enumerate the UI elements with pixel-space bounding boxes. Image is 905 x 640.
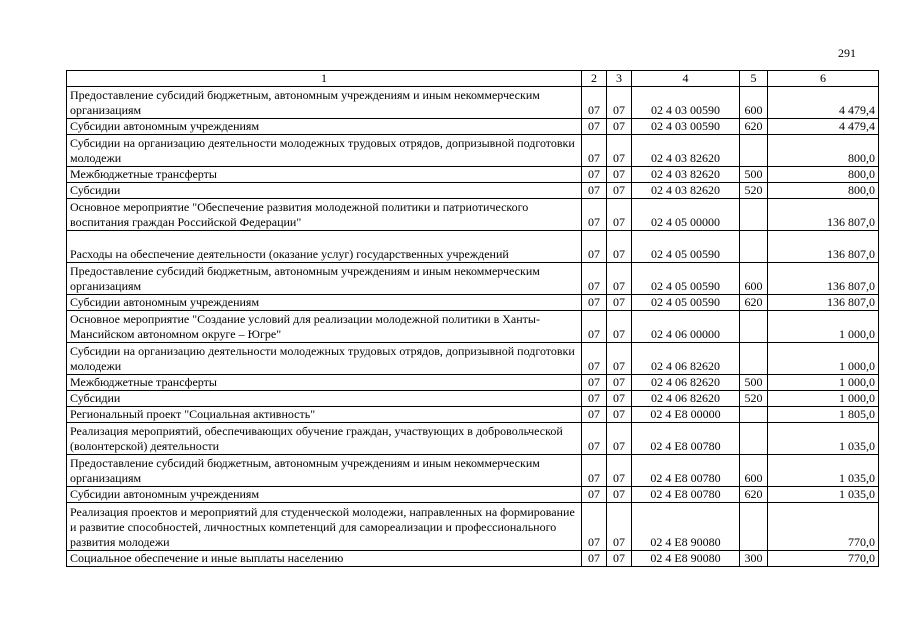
row-name-cell: Предоставление субсидий бюджетным, автономным учреждениям и иным некоммерческим организациям: [67, 455, 582, 487]
amount-cell: 136 807,0: [768, 231, 879, 263]
row-name-cell: Субсидии автономным учреждениям: [67, 295, 582, 311]
table-row: [67, 311, 879, 343]
target-code-cell: 02 4 03 00590: [632, 87, 740, 119]
row-name-cell: Субсидии автономным учреждениям: [67, 119, 582, 135]
row-name-cell: Межбюджетные трансферты: [67, 167, 582, 183]
amount-cell: 800,0: [768, 183, 879, 199]
subsection-cell: 07: [607, 263, 632, 295]
table-row: [67, 551, 879, 567]
target-code-cell: 02 4 05 00590: [632, 295, 740, 311]
table-row: [67, 119, 879, 135]
row-name-cell: Реализация проектов и мероприятий для студенческой молодежи, направленных на формирование и развитие способностей, личностных компетенций для самореализации и профессионального развития молодежи: [67, 503, 582, 551]
table-row: [67, 135, 879, 167]
expense-type-cell: 300: [740, 551, 768, 567]
target-code-cell: 02 4 05 00590: [632, 231, 740, 263]
subsection-cell: 07: [607, 455, 632, 487]
column-header: 2: [582, 71, 607, 87]
section-cell: 07: [582, 135, 607, 167]
target-code-cell: 02 4 06 82620: [632, 391, 740, 407]
subsection-cell: 07: [607, 231, 632, 263]
section-cell: 07: [582, 199, 607, 231]
section-cell: 07: [582, 455, 607, 487]
section-cell: 07: [582, 87, 607, 119]
row-name-cell: Предоставление субсидий бюджетным, автономным учреждениям и иным некоммерческим организациям: [67, 87, 582, 119]
expense-type-cell: 620: [740, 487, 768, 503]
target-code-cell: 02 4 05 00000: [632, 199, 740, 231]
section-cell: 07: [582, 167, 607, 183]
section-cell: 07: [582, 551, 607, 567]
row-name-cell: Региональный проект "Социальная активность": [67, 407, 582, 423]
section-cell: 07: [582, 391, 607, 407]
expense-type-cell: 600: [740, 87, 768, 119]
row-name-cell: Межбюджетные трансферты: [67, 375, 582, 391]
table-row: [67, 503, 879, 551]
amount-cell: 4 479,4: [768, 119, 879, 135]
amount-cell: 1 035,0: [768, 423, 879, 455]
amount-cell: 4 479,4: [768, 87, 879, 119]
target-code-cell: 02 4 E8 00780: [632, 455, 740, 487]
column-header: 5: [740, 71, 768, 87]
subsection-cell: 07: [607, 87, 632, 119]
expense-type-cell: [740, 135, 768, 167]
section-cell: 07: [582, 487, 607, 503]
subsection-cell: 07: [607, 407, 632, 423]
row-name-cell: Основное мероприятие "Создание условий для реализации молодежной политики в Ханты-Мансийском автономном округе – Югре": [67, 311, 582, 343]
expense-type-cell: [740, 407, 768, 423]
target-code-cell: 02 4 E8 90080: [632, 503, 740, 551]
section-cell: 07: [582, 183, 607, 199]
subsection-cell: 07: [607, 183, 632, 199]
subsection-cell: 07: [607, 119, 632, 135]
table-row: [67, 167, 879, 183]
page-number: 291: [838, 46, 856, 60]
target-code-cell: 02 4 06 00000: [632, 311, 740, 343]
section-cell: 07: [582, 119, 607, 135]
row-name-cell: Субсидии автономным учреждениям: [67, 487, 582, 503]
expense-type-cell: 500: [740, 375, 768, 391]
row-name-cell: Субсидии на организацию деятельности молодежных трудовых отрядов, допризывной подготовки молодежи: [67, 343, 582, 375]
amount-cell: 770,0: [768, 551, 879, 567]
target-code-cell: 02 4 06 82620: [632, 375, 740, 391]
table-row: [67, 183, 879, 199]
amount-cell: 136 807,0: [768, 295, 879, 311]
table-row: [67, 231, 879, 263]
row-name-cell: Основное мероприятие "Обеспечение развития молодежной политики и патриотического воспитания граждан Российской Федерации": [67, 199, 582, 231]
expense-type-cell: [740, 503, 768, 551]
table-row: [67, 487, 879, 503]
column-header: 6: [768, 71, 879, 87]
subsection-cell: 07: [607, 423, 632, 455]
table-row: [67, 263, 879, 295]
amount-cell: 1 805,0: [768, 407, 879, 423]
amount-cell: 136 807,0: [768, 263, 879, 295]
amount-cell: 800,0: [768, 167, 879, 183]
table-row: [67, 407, 879, 423]
subsection-cell: 07: [607, 295, 632, 311]
amount-cell: 1 000,0: [768, 375, 879, 391]
row-name-cell: Предоставление субсидий бюджетным, автономным учреждениям и иным некоммерческим организациям: [67, 263, 582, 295]
row-name-cell: Субсидии: [67, 391, 582, 407]
expense-type-cell: [740, 311, 768, 343]
column-header: 1: [67, 71, 582, 87]
target-code-cell: 02 4 E8 00780: [632, 423, 740, 455]
section-cell: 07: [582, 343, 607, 375]
expense-type-cell: 620: [740, 119, 768, 135]
expense-type-cell: 620: [740, 295, 768, 311]
target-code-cell: 02 4 05 00590: [632, 263, 740, 295]
target-code-cell: 02 4 06 82620: [632, 343, 740, 375]
row-name-cell: Социальное обеспечение и иные выплаты населению: [67, 551, 582, 567]
subsection-cell: 07: [607, 135, 632, 167]
target-code-cell: 02 4 E8 00000: [632, 407, 740, 423]
row-name-cell: Субсидии: [67, 183, 582, 199]
amount-cell: 1 000,0: [768, 311, 879, 343]
amount-cell: 1 035,0: [768, 455, 879, 487]
expense-type-cell: [740, 343, 768, 375]
section-cell: 07: [582, 311, 607, 343]
expense-type-cell: 600: [740, 455, 768, 487]
expense-type-cell: [740, 423, 768, 455]
subsection-cell: 07: [607, 311, 632, 343]
table-row: [67, 375, 879, 391]
budget-table: [66, 70, 879, 567]
section-cell: 07: [582, 407, 607, 423]
subsection-cell: 07: [607, 487, 632, 503]
subsection-cell: 07: [607, 167, 632, 183]
expense-type-cell: 520: [740, 183, 768, 199]
subsection-cell: 07: [607, 343, 632, 375]
amount-cell: 1 035,0: [768, 487, 879, 503]
section-cell: 07: [582, 263, 607, 295]
expense-type-cell: [740, 231, 768, 263]
subsection-cell: 07: [607, 551, 632, 567]
table-row: [67, 391, 879, 407]
amount-cell: 1 000,0: [768, 391, 879, 407]
row-name-cell: Расходы на обеспечение деятельности (оказание услуг) государственных учреждений: [67, 231, 582, 263]
target-code-cell: 02 4 E8 00780: [632, 487, 740, 503]
table-row: [67, 87, 879, 119]
target-code-cell: 02 4 03 82620: [632, 183, 740, 199]
table-row: [67, 199, 879, 231]
expense-type-cell: 600: [740, 263, 768, 295]
section-cell: 07: [582, 375, 607, 391]
subsection-cell: 07: [607, 391, 632, 407]
expense-type-cell: 500: [740, 167, 768, 183]
amount-cell: 800,0: [768, 135, 879, 167]
subsection-cell: 07: [607, 375, 632, 391]
column-header: 3: [607, 71, 632, 87]
expense-type-cell: [740, 199, 768, 231]
row-name-cell: Реализация мероприятий, обеспечивающих обучение граждан, участвующих в добровольческой (волонтерской) деятельности: [67, 423, 582, 455]
section-cell: 07: [582, 423, 607, 455]
target-code-cell: 02 4 03 82620: [632, 167, 740, 183]
amount-cell: 136 807,0: [768, 199, 879, 231]
amount-cell: 1 000,0: [768, 343, 879, 375]
expense-type-cell: 520: [740, 391, 768, 407]
subsection-cell: 07: [607, 199, 632, 231]
table-row: [67, 343, 879, 375]
target-code-cell: 02 4 03 82620: [632, 135, 740, 167]
section-cell: 07: [582, 503, 607, 551]
table-row: [67, 295, 879, 311]
table-row: [67, 455, 879, 487]
target-code-cell: 02 4 03 00590: [632, 119, 740, 135]
column-header: 4: [632, 71, 740, 87]
table-row: [67, 423, 879, 455]
table-header-row: [67, 71, 879, 87]
amount-cell: 770,0: [768, 503, 879, 551]
section-cell: 07: [582, 295, 607, 311]
section-cell: 07: [582, 231, 607, 263]
target-code-cell: 02 4 E8 90080: [632, 551, 740, 567]
subsection-cell: 07: [607, 503, 632, 551]
row-name-cell: Субсидии на организацию деятельности молодежных трудовых отрядов, допризывной подготовки молодежи: [67, 135, 582, 167]
